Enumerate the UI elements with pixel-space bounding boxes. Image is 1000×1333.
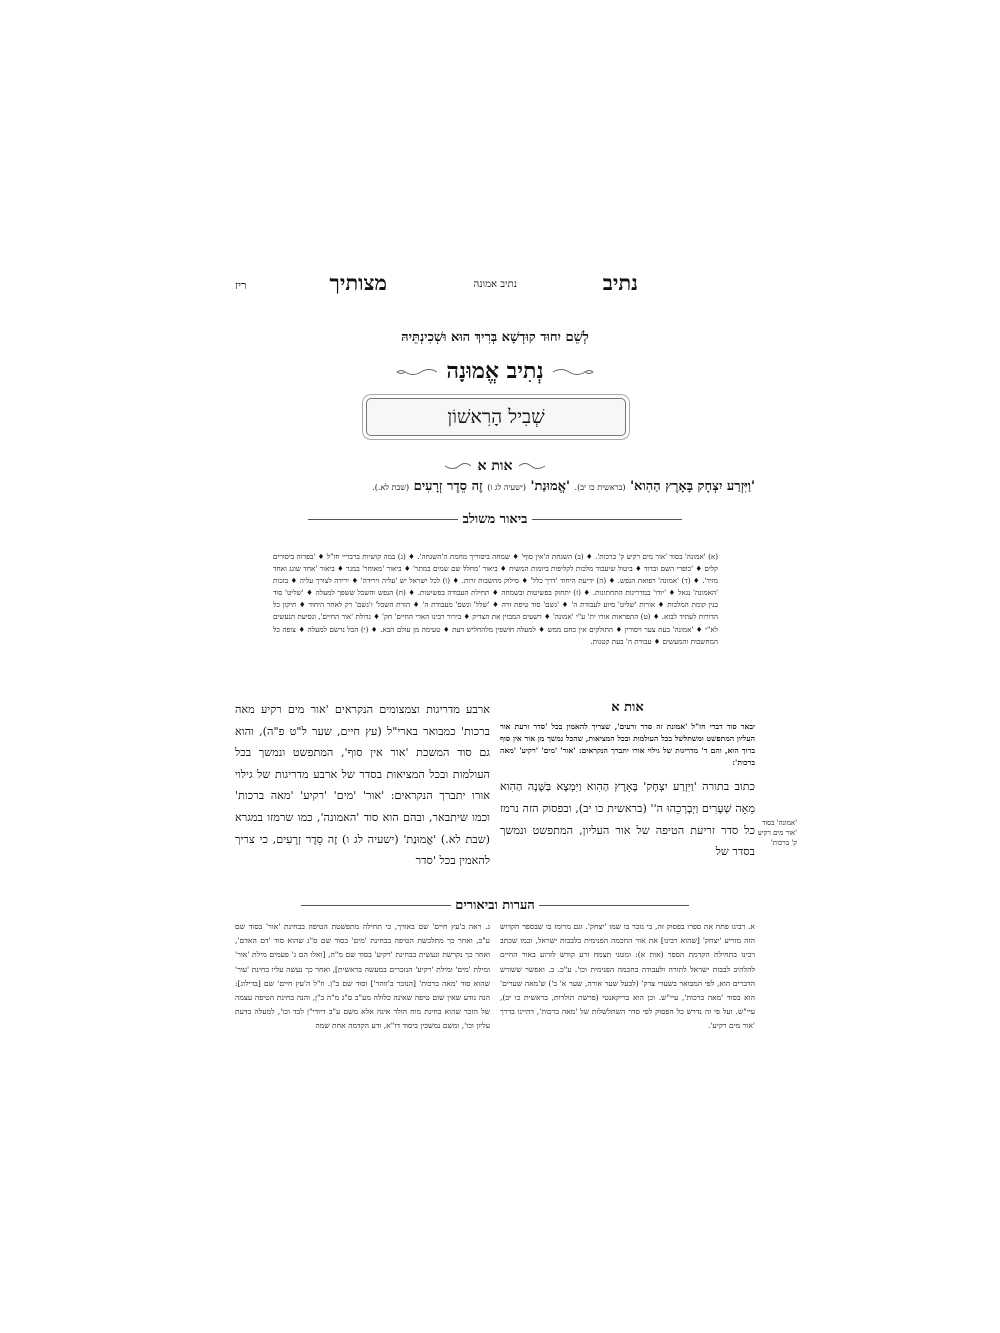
verse-part1: 'וַיִּזְרַע יִצְחָק בָּאָרֶץ הַהִוא' (630, 479, 755, 494)
right-column (500, 699, 755, 863)
running-header-book-word1: נתיב (602, 270, 638, 295)
notes-right-column: א. רבינו פתח את ספרו בפסוק זה, כי נזכר בו שמו 'יצחק'. וגם מרומז בו שבספר הקדוש הזה מזריע 'יצחק' [שהוא רבינו] את אור החכמה הפנימית בלבבות ישראל, וכמו שכתב רבינו בתחילת הקדמת הספר (אות א): ומטני תצמח זרע קודש לזרוע באור החיים להלהיב לבבות ישראל לתורה ולעבודה בחכמה הפנימית וכו'. ע"כ. ב. ואפשר ששורש הדברים הוא, לפי המבואר בשערי צדק' (לבעל שער אורה, שער א' ב') ש'מאה שערים' הוא בסוד 'מאה ברכות', עיי"ש. וכן הוא בריקאנטי (פרשת תולדות, בראשית כו יב), עיי"ש. ועל פי זה נדרש כל הפסוק לפי סדר השתלשלות של 'מאה ברכות', דהיינו בדרך 'אור מים רקיע'. (500, 922, 755, 1031)
notes-heading-label: הערות וביאורים (455, 898, 535, 913)
divider-line (539, 905, 689, 906)
notes-heading (235, 897, 755, 913)
right-column-body: כתוב בתורה 'וַיִּזְרַע יִצְחָק' בָּאָרֶץ הַהִוא וַיִּמְצָא בַּשָּׁנָה הַהִוא מֵאָה שְׁעָרִים וַיְבָרְכֵהוּ ה'' (בראשית כו יב), ובפסוק הזה נרמז כל סדר זריעת הטיפה של אור העליון, המתפשט ונמשך בסדר של (500, 780, 755, 859)
framed-subtitle: שְׁבִיל הָרִאשׁוֹן (366, 398, 626, 436)
dedication: לְשֵׁם יִחוּד קוּדְשָׁא בְּרִיךְ הוּא וּשְׁכִינְתֵּיהּ (401, 330, 589, 345)
divider-line (532, 519, 682, 520)
page-title: נְתִיב אֱמוּנָה (446, 358, 544, 384)
verse-ref2: (ישעיה לג ו) (487, 483, 526, 492)
verse-ref1: (בראשית כו יב). (574, 483, 626, 492)
verse-line (235, 478, 755, 494)
running-header-book-word2: מצותיך (329, 270, 387, 295)
verse-part3: זֶה סֵדֶר זְרָעִים (413, 479, 483, 494)
index-summary: (א) 'אמונה' בסוד 'אור מים רקיע ק' ברכות'. ♦ (ב) השגחת ה'אין סוף' ♦ שמחה ביסוריך מחמת ה'השגחה'. ♦ (ג) במה קושיות ברבריי חז"ל ♦ 'בפרוה ביסורים קלים ♦ 'כופרי השם ובדוד ♦ ביטול שיעבוד מלכות לקליפות ביומות המשיח ♦ ביאור 'מחלל שם שמים במתר' ♦ ביאור 'מאוחר' במגר ♦ ביאור 'אחד שוגג ואחד מזיד'. ♦ (ד) 'אמונה' רפואת הנפש. ♦ (ה) ידיעת היחוד 'דרך כלל' ♦ סילוק מחשבות זרות. ♦ (ו) לכל ישראל יש 'עליה וירידה' ♦ ירידה לצורך עליה ♦ בזכות 'האמונה' נגאל ♦ 'יודו' במדריגות התחתונות. ♦ (ז) יתחזק בפשיטות ובשמחה ♦ תחילת העבודה בפשיטות. ♦ (ח) הנפש והשכל ששפך למעלה ♦ 'שליט' סוד בנין קומת המלכות ♦ אורות 'שליט' סיוע לעבודת ה' ♦ 'גשם' סוד טיפת זרה ♦ 'שלל' וגשם' מעבודת ה' ♦ הזרת השכל' ו'גשם' רק לאחר היחוד ♦ תיקון כל הדורות לעתיד לבוא. ♦ (ט) התפראות אורו ית' ע"י 'אמונה' ♦ רשעים המבזין את הצדיק ♦ בירור רבינו הארי החיים' חק' ♦ גדולת 'אור החיים', ונסיעת הנעשים לא"י ♦ 'אמונה' בעת צער ויסורין ♦ התולקים אין כחם ממש ♦ למעלה חושפין מלהחליש דעת ♦ טעימה מן עולם הבא. ♦ (י) הכל נרשם למעלה ♦ צופה כל המחשבות והמעשים ♦ עבודת ה' בעת קטנות. (273, 552, 718, 646)
beur-heading (235, 511, 755, 527)
left-column (235, 699, 490, 872)
ornament-icon (517, 461, 547, 471)
ornament-icon (443, 461, 473, 471)
ornament-right-icon (551, 367, 595, 377)
divider-line (308, 519, 458, 520)
running-header (235, 270, 755, 302)
ornament-left-icon (395, 367, 439, 377)
left-column-body: ארבע מדריגות וצמצומים הנקראים 'אור מים רקיע מאה ברכות' כמבואר בארי"ל (עץ חיים, שער ל"ט פ"ה), והוא גם סוד המשכת 'אור אין סוף', המתפשט ונמשך בכל העולמות ובכל המציאות בסדר של ארבע מדריגות של גילוי אורו יתברך הנקראים: 'אור' 'מים' 'רקיע' 'מאה ברכות' וכמו שיתבאר, ובהם הוא סוד 'האמונה', כמו שרמזו במגרא (שבת לא.) 'אֱמוּנַת' (ישעיה לג ו) זֶה סֵדֶר זְרָעִים, כי צריך להאמין בכל 'סדר (235, 703, 490, 868)
beur-heading-label: ביאור משולב (462, 512, 528, 527)
page-number: ריז (235, 279, 247, 292)
verse-ref3: (שבת לא.). (372, 483, 410, 492)
section-summary: יבאר סוד דברי חז"ל 'אמונת זה סדר זרעים', שצריך להאמין בכל 'סדר זרעת אור העליון המתפשט ומשתלשל בכל העולמות ובכל המציאות, שהכל נמשך מן אור אין סוף ברוך הוא, והם ד' מדריגות של גילוי אורו יתברך הנקראים: 'אור' 'מים' 'רקיע' 'מאה ברכות': (500, 722, 755, 768)
margin-note: 'אמונה' בסוד 'אור מים רקיע ק' ברכות' (757, 819, 797, 847)
column-ot-heading: אות א (611, 700, 644, 715)
running-header-section: נתיב אמונה (473, 279, 517, 290)
title-row (235, 358, 755, 384)
ot-heading-label: אות א (477, 458, 513, 474)
divider-line (301, 905, 451, 906)
notes-left-column: ג. ראה ב'עץ חיים' שם באורך, כי תחילה מתפשטת הטיפה בבחינת 'אור' בסוד שם ע"ב, ואחר כך מתלבשת הטיפה בבחינת 'מים' בסוד שם ס"ג שהוא סוד 'דם האדם', ואחר כך נקרשת ונעשית בבחינת 'רקיע' בסוד שם מ"ה, [ואלו הם ג' פעמים מילת 'אור' ומילת 'מים' ומילת 'רקיע' הנזכרים במעשה בראשית], ואחר כך נעשה עליו בחינת 'עור' שהוא סוד 'מאה ברכות' [הנזכר ב'זוהר'] וסוד שם ב"ן. וז"ל ה'עץ חיים' שם [בדילוג]: הנה נודע שאין שום טיפה שאינה כלולה מע"ב ס"ג מ"ה ב"ן, והנה בחינת הטיפה עצמה של הזכר שהוא בחינת מוח הולד אינה אלא משם ע"ב דיודי"ן לבד וכו', למעלה בדעת עליון וכו', ומשם נמשכין ביסוד דז"א, ודע הקדמה אחת שמה (235, 922, 490, 1031)
ot-heading (235, 458, 755, 475)
verse-part2: 'אֱמוּנַת' (530, 479, 570, 494)
